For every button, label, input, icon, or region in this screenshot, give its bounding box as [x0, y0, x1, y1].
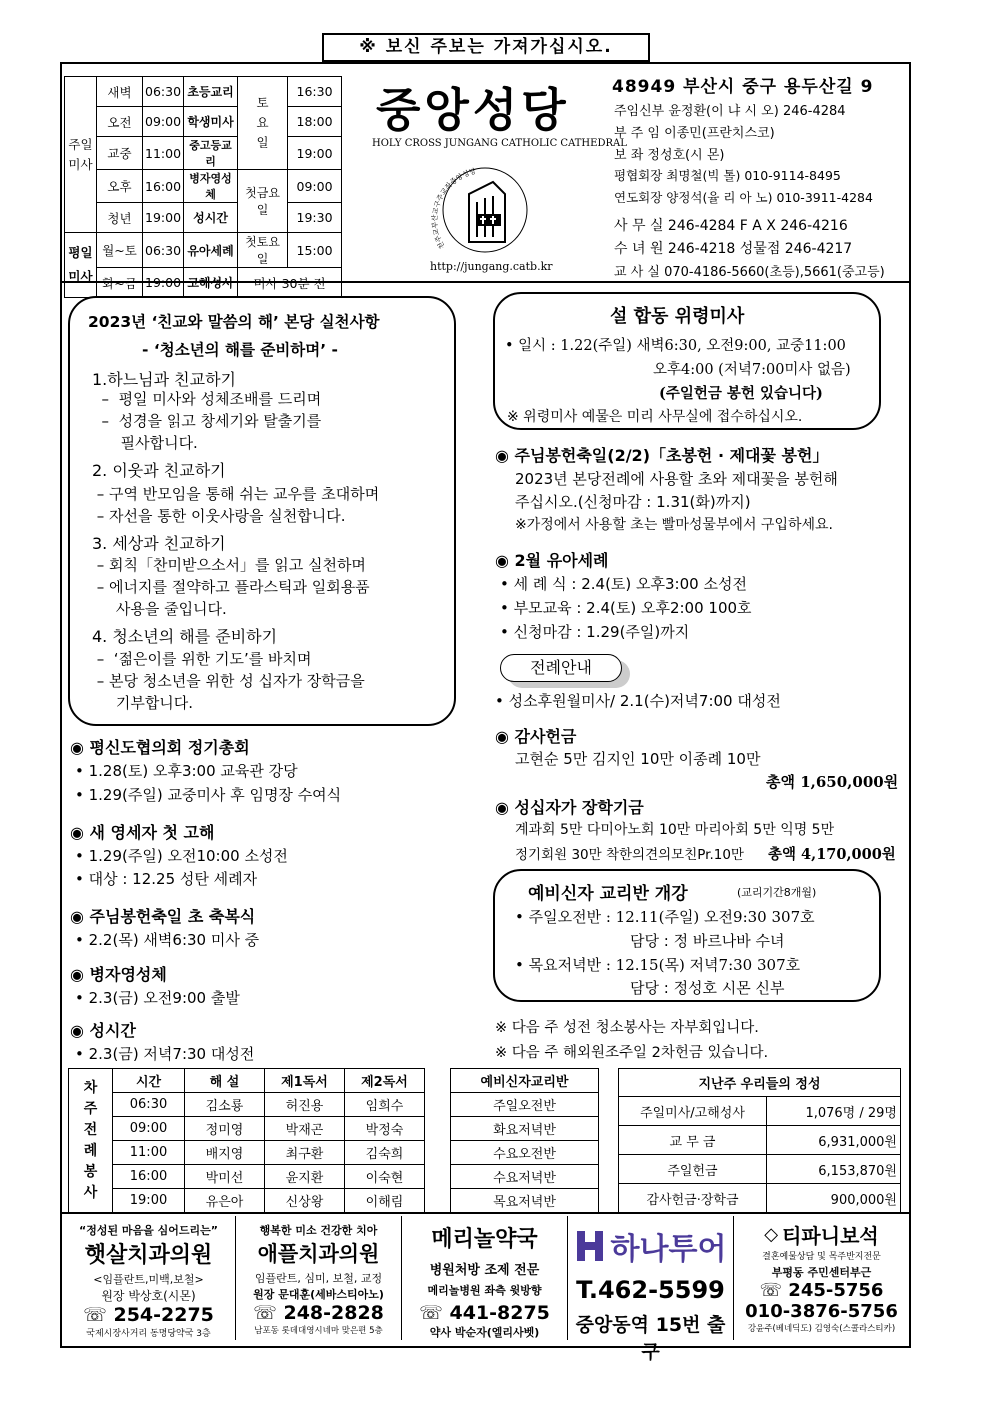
practice-subtitle: - ‘청소년의 해를 준비하며’ - — [142, 341, 338, 359]
news-title: ◉ 성시간 — [70, 1021, 136, 1040]
seollal-title: 설 합동 위령미사 — [610, 306, 745, 327]
ad-tiffany-jewelry[interactable]: ◇ 티파니보석 결혼예물상담 및 목주반지전문 부평동 주민센터부근 ☏ 245-5756 010-3876-5756 강윤주(베네딕도) 김영숙(스콜라스티카) — [745, 1224, 898, 1334]
ad-haessal-dental[interactable]: “정성된 마음을 심어드리는” 햇살치과의원 <임플란트,미백,보철> 원장 박상호(시몬) ☏ 254-2275 국제시장사거리 동명당약국 3층 — [62, 1216, 236, 1340]
practice-item: – 평일 미사와 성체조배를 드리며 — [92, 390, 322, 408]
practice-item: – 회칙「찬미받으소서」를 읽고 실천하며 — [92, 556, 366, 574]
table-row: 11:00 배지영 최구환 김숙희 — [69, 1141, 425, 1165]
staff-line: 평협회장 최명철(빅 톨) 010-9114-8495 — [614, 168, 841, 183]
table-row: 19:00 유은아 신상왕 이해림 — [69, 1189, 425, 1213]
news-title: ◉ 주님봉헌축일 초 축복식 — [70, 907, 256, 926]
phone-line: 교 사 실 070-4186-5660(초등),5661(중고등) — [614, 265, 885, 280]
ad-apple-dental[interactable]: 행복한 미소 건강한 치아 애플치과의원 임플란트, 심미, 보철, 교정 원장 문대훈(세바스티아노) ☏ 248-2828 남포동 롯데대영시네마 맞은편 5층 — [236, 1216, 402, 1340]
thanks-title: ◉ 감사헌금 — [495, 727, 577, 746]
news-title: ◉ 병자영성체 — [70, 965, 167, 984]
cleaning-note: ※ 다음 주 성전 청소봉사는 자부회입니다. — [495, 1020, 759, 1036]
practice-item: 기부합니다. — [92, 694, 194, 712]
table-row: 주일헌금 6,153,870원 — [619, 1155, 901, 1184]
news-title: ◉ 평신도협의회 정기총회 — [70, 738, 250, 757]
practice-item: 1.하느님과 친교하기 — [92, 370, 236, 389]
ad-hanatour[interactable]: 하나투어 T.462-5599 중앙동역 15번 출구 — [568, 1216, 734, 1340]
practice-item: – 에너지를 절약하고 플라스틱과 일회용품 — [92, 578, 370, 596]
table-row: 수요저녁반 — [451, 1165, 599, 1189]
church-name: 중앙성당 — [376, 83, 570, 137]
staff-line: 연도회장 양정석(율 리 아 노) 010-3911-4284 — [614, 190, 873, 205]
church-english-name: HOLY CROSS JUNGANG CATHOLIC CATHEDRAL — [372, 138, 627, 149]
table-row: 06:30 김소룡 허진용 임희수 — [69, 1093, 425, 1117]
table-row: 16:00 박미선 윤지환 이숙현 — [69, 1165, 425, 1189]
sunday-mass-label: 주일 미사 — [65, 77, 97, 233]
candle-title: ◉ 주님봉헌축일(2/2)「초봉헌 · 제대꽃 봉헌」 — [495, 446, 829, 465]
practice-item: 4. 청소년의 해를 준비하기 — [92, 627, 278, 646]
liturgy-service-table: 차 주 전 례 봉 사 시간 해 설 제1독서 제2독서 06:30 김소룡 허진용 임희수 09:00 정미영 박재곤 박정숙 11:00 배지영 최구환 김숙희 16:00 박미선 윤지환 이숙현 19:00 유은아 신상왕 이해림 — [68, 1068, 425, 1213]
practice-item: – ‘젊은이를 위한 기도’를 바치며 — [92, 650, 312, 668]
mass-schedule-table: 주일 미사 새벽 06:30 초등교리 토 요 일 16:30 오전 09:00 학생미사 18:00 교중 11:00 중고등교리 19:00 오후 16:00 병자영성체 첫금요일 09:00 청년 19:00 성시간 19:30 평일 미사 월~토 06:30 유아세례 첫토요일 15:00 화~금 19:00 고해성사 미사 30분 전 — [64, 76, 342, 298]
liturgy-label: 전례안내 — [500, 654, 622, 682]
practice-item: – 성경을 읽고 창세기와 탈출기를 — [92, 412, 322, 430]
staff-line: 주임신부 윤정환(이 냐 시 오) 246-4284 — [614, 104, 846, 119]
practice-item: 2. 이웃과 친교하기 — [92, 461, 226, 480]
practice-item: 사용을 줄입니다. — [92, 600, 227, 618]
offering-table: 지난주 우리들의 정성 주일미사/고해성사 1,076명 / 29명 교 무 금 6,931,000원 주일헌금 6,153,870원 감사헌금·장학금 900,000원 — [618, 1068, 901, 1213]
hanatour-logo-icon — [575, 1229, 605, 1263]
practice-item: 필사합니다. — [92, 434, 198, 452]
collection-note: ※ 다음 주 해외원조주일 2차헌금 있습니다. — [495, 1045, 769, 1061]
svg-text:천주교부산교구주교좌중앙성당: 천주교부산교구주교좌중앙성당 — [430, 167, 477, 251]
table-row: 화요저녁반 — [451, 1117, 599, 1141]
cathedral-seal-icon — [425, 152, 545, 262]
staff-line: 부 주 임 이종민(프란치스코) — [614, 126, 775, 141]
diamond-icon: ◇ — [764, 1224, 779, 1245]
practice-item: – 구역 반모임을 통해 쉬는 교우를 초대하며 — [92, 485, 380, 503]
infant-baptism-title: ◉ 2월 유아세례 — [495, 551, 609, 570]
phone-line: 사 무 실 246-4284 F A X 246-4216 — [614, 218, 848, 234]
saturday-label: 토 요 일 — [238, 77, 288, 170]
church-address: 48949 부산시 중구 용두산길 9 — [612, 77, 874, 97]
ad-maryknoll-pharmacy[interactable]: 메리놀약국 병원처방 조제 전문 메리놀병원 좌측 윗방향 ☏ 441-8275 약사 박순자(엘리사벳) — [402, 1216, 568, 1340]
phone-line: 수 녀 원 246-4218 성물점 246-4217 — [614, 241, 853, 257]
table-row: 09:00 정미영 박재곤 박정숙 — [69, 1117, 425, 1141]
table-row: 주일오전반 — [451, 1093, 599, 1117]
practice-item: – 본당 청소년을 위한 성 십자가 장학금을 — [92, 672, 365, 690]
catechumen-table: 예비신자교리반 주일오전반 화요저녁반 수요오전반 수요저녁반 목요저녁반 — [450, 1068, 599, 1213]
service-side-label: 차 주 전 례 봉 사 — [69, 1069, 113, 1213]
practice-item: – 자선을 통한 이웃사랑을 실천합니다. — [92, 507, 346, 525]
scholarship-title: ◉ 성십자가 장학기금 — [495, 798, 644, 817]
table-row: 감사헌금·장학금 900,000원 — [619, 1184, 901, 1213]
table-row: 수요오전반 — [451, 1141, 599, 1165]
table-row: 목요저녁반 — [451, 1189, 599, 1213]
news-title: ◉ 새 영세자 첫 고해 — [70, 823, 215, 842]
table-row: 주일미사/고해성사 1,076명 / 29명 — [619, 1097, 901, 1126]
catechumen-title: 예비신자 교리반 개강 — [528, 884, 688, 904]
weekday-mass-label: 평일 미사 — [65, 233, 97, 298]
table-row: 교 무 금 6,931,000원 — [619, 1126, 901, 1155]
church-url[interactable]: http://jungang.catb.kr — [430, 260, 553, 273]
staff-line: 보 좌 정성호(시 몬) — [614, 148, 725, 163]
practice-item: 3. 세상과 친교하기 — [92, 534, 226, 553]
practice-title: 2023년 ‘친교와 말씀의 해’ 본당 실천사항 — [88, 313, 380, 331]
notice-banner: ※ 보신 주보는 가져가십시오. — [322, 33, 650, 62]
